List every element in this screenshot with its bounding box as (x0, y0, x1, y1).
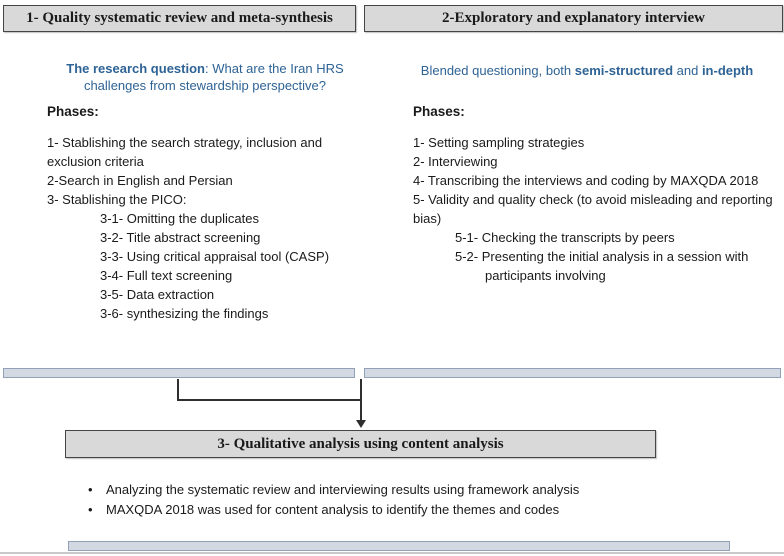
list-item: 3-6- synthesizing the findings (100, 306, 269, 321)
list-item: 5- Validity and quality check (to avoid misleading and reporting bias) (413, 192, 773, 226)
research-question (40, 60, 370, 94)
analysis-bullet-list (88, 480, 708, 520)
list-item: 5-2- Presenting the initial analysis in a session with participants involving (455, 249, 749, 283)
list-item (88, 480, 708, 500)
questioning-approach (398, 62, 776, 79)
connector-vertical-left (177, 379, 179, 400)
figure-bottom-border (0, 552, 784, 554)
list-item: 1- Setting sampling strategies (413, 135, 585, 150)
phases-label-right: Phases: (413, 104, 465, 119)
list-item: 4- Transcribing the interviews and coding by MAXQDA 2018 (413, 173, 759, 188)
bullet-icon: • (88, 482, 93, 497)
collapsed-bar-left (3, 368, 355, 378)
research-question-rest: : What are the Iran HRS challenges from stewardship perspective? (83, 61, 344, 93)
bullet-text: Analyzing the systematic review and interviewing results using framework analysis (106, 482, 580, 497)
bullet-icon: • (88, 502, 93, 517)
list-item: 3-1- Omitting the duplicates (100, 211, 259, 226)
questioning-semi-structured: semi-structured (574, 63, 674, 78)
research-question-lead: The research question (66, 61, 205, 76)
list-item: 3- Stablishing the PICO: (47, 192, 187, 207)
phase-list-right (413, 133, 781, 285)
collapsed-bar-bottom (68, 541, 730, 551)
header-box-interview: 2-Exploratory and explanatory interview (364, 5, 783, 32)
list-item: 3-4- Full text screening (100, 268, 233, 283)
down-arrow-icon (356, 420, 366, 428)
phases-label-left: Phases: (47, 104, 99, 119)
sub-list-pico (100, 209, 359, 323)
questioning-part2: and (673, 63, 702, 78)
questioning-in-depth: in-depth (701, 63, 754, 78)
header-box-systematic-review: 1- Quality systematic review and meta-synthesis (3, 5, 356, 32)
list-item: 3-5- Data extraction (100, 287, 215, 302)
list-item: 2-Search in English and Persian (47, 173, 233, 188)
bullet-text: MAXQDA 2018 was used for content analysis to identify the themes and codes (106, 502, 560, 517)
list-item (88, 500, 708, 520)
collapsed-bar-right (364, 368, 781, 378)
questioning-part1: Blended questioning, both (420, 63, 575, 78)
sub-list-validity (455, 228, 781, 285)
list-item: 3-2- Title abstract screening (100, 230, 261, 245)
phase-list-left (47, 133, 359, 323)
list-item: 2- Interviewing (413, 154, 498, 169)
connector-horizontal (177, 399, 362, 401)
connector-vertical-right (360, 379, 362, 422)
list-item: 5-1- Checking the transcripts by peers (455, 230, 675, 245)
list-item: 3-3- Using critical appraisal tool (CASP) (100, 249, 330, 264)
header-box-qualitative-analysis: 3- Qualitative analysis using content analysis (65, 430, 656, 458)
list-item: 1- Stablishing the search strategy, inclusion and exclusion criteria (47, 135, 323, 169)
